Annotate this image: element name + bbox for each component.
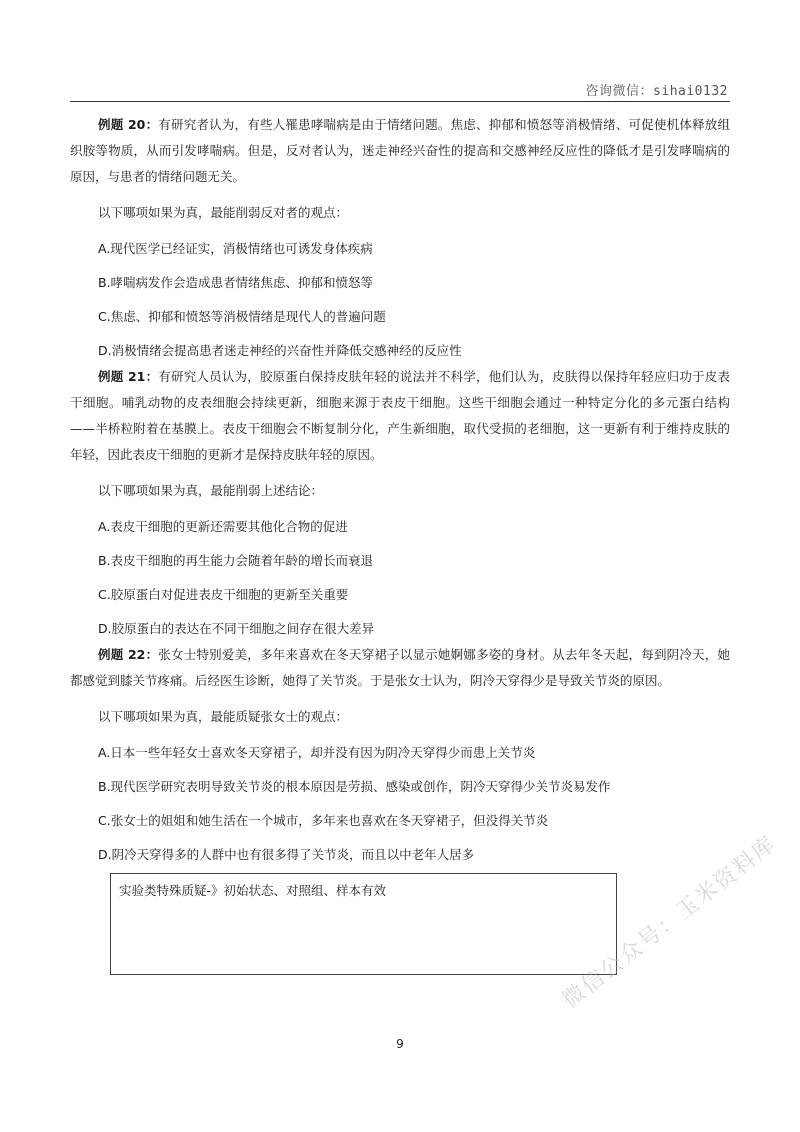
example-22-option-a: A.日本一些年轻女士喜欢冬天穿裙子，却并没有因为阴冷天穿得少而患上关节炎 [98, 745, 536, 760]
example-21-label: 例题 21： [98, 369, 159, 384]
example-22 [70, 642, 730, 868]
example-21-stem-text: 有研究人员认为，胶原蛋白保持皮肤年轻的说法并不科学，他们认为，皮肤得以保持年轻应归功于皮表干细胞。哺乳动物的皮表细胞会持续更新，细胞来源于表皮干细胞。这些干细胞会通过一种特定分化的多元蛋白结构——半桥粒附着在基膜上。表皮干细胞会不断复制分化，产生新细胞，取代受损的老细胞，这一更新有利于维持皮肤的年轻，因此表皮干细胞的更新才是保持皮肤年轻的原因。 [70, 369, 730, 462]
example-21-option-a: A.表皮干细胞的更新还需要其他化合物的促进 [98, 519, 348, 534]
document-body [70, 112, 730, 868]
example-20-option-d: D.消极情绪会提高患者迷走神经的兴奋性并降低交感神经的反应性 [98, 343, 462, 358]
header-contact: 咨询微信：sihai0132 [585, 84, 728, 99]
note-box [110, 873, 617, 975]
header-divider [70, 101, 730, 102]
example-22-option-b: B.现代医学研究表明导致关节炎的根本原因是劳损、感染或创作，阴冷天穿得少关节炎易发作 [98, 779, 611, 794]
example-21-option-c: C.胶原蛋白对促进表皮干细胞的更新至关重要 [98, 587, 349, 602]
example-20-option-b: B.哮喘病发作会造成患者情绪焦虑、抑郁和愤怒等 [98, 275, 374, 290]
example-22-label: 例题 22： [98, 647, 159, 662]
example-20-option-a: A.现代医学已经证实，消极情绪也可诱发身体疾病 [98, 241, 373, 256]
example-21-stem [70, 364, 730, 468]
example-22-option-d: D.阴冷天穿得多的人群中也有很多得了关节炎，而且以中老年人居多 [98, 847, 475, 862]
example-20-question: 以下哪项如果为真，最能削弱反对者的观点： [98, 205, 349, 220]
page-number: 9 [396, 1037, 404, 1051]
example-20 [70, 112, 730, 364]
example-21 [70, 364, 730, 642]
example-22-stem-text: 张女士特别爱美，多年来喜欢在冬天穿裙子以显示她婀娜多姿的身材。从去年冬天起，每到阴冷天，她都感觉到膝关节疼痛。后经医生诊断，她得了关节炎。于是张女士认为，阴冷天穿得少是导致关节炎的原因。 [70, 647, 730, 688]
example-20-option-c: C.焦虑、抑郁和愤怒等消极情绪是现代人的普遍问题 [98, 309, 386, 324]
example-20-stem-text: 有研究者认为，有些人罹患哮喘病是由于情绪问题。焦虑、抑郁和愤怒等消极情绪、可促使机体释放组织胺等物质，从而引发哮喘病。但是，反对者认为，迷走神经兴奋性的提高和交感神经反应性的降低才是引发哮喘病的原因，与患者的情绪问题无关。 [70, 117, 730, 184]
watermark: 微信公众号：玉米资料库 [558, 831, 782, 1014]
example-22-stem [70, 642, 730, 694]
note-box-text: 实验类特殊质疑-》初始状态、对照组、样本有效 [119, 883, 387, 898]
example-21-option-d: D.胶原蛋白的表达在不同干细胞之间存在很大差异 [98, 621, 375, 636]
example-22-question: 以下哪项如果为真，最能质疑张女士的观点： [98, 709, 349, 724]
example-22-option-c: C.张女士的姐姐和她生活在一个城市，多年来也喜欢在冬天穿裙子，但没得关节炎 [98, 813, 549, 828]
example-21-question: 以下哪项如果为真，最能削弱上述结论： [98, 483, 324, 498]
example-20-stem [70, 112, 730, 190]
example-21-option-b: B.表皮干细胞的再生能力会随着年龄的增长而衰退 [98, 553, 374, 568]
example-20-label: 例题 20： [98, 117, 159, 132]
